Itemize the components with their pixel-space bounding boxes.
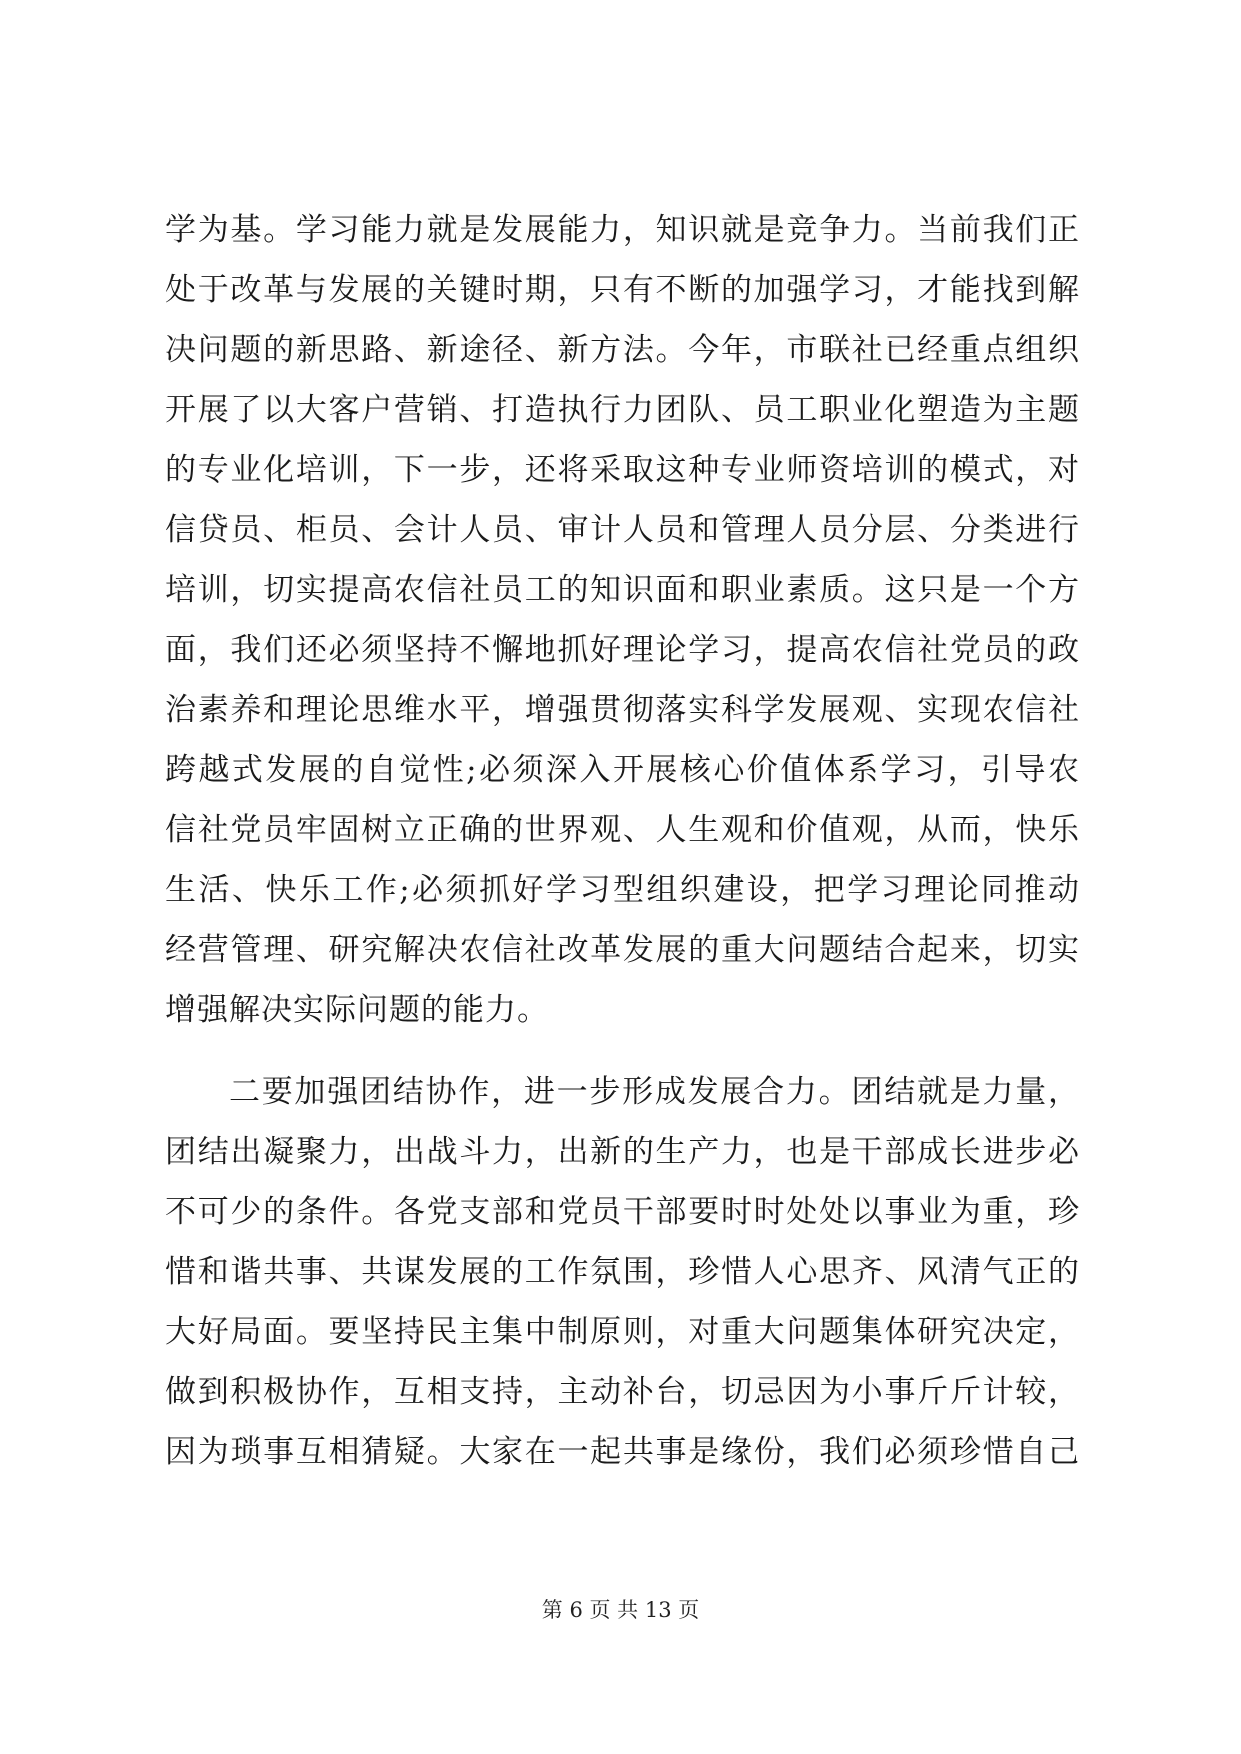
text-line: 生活、快乐工作;必须抓好学习型组织建设，把学习理论同推动 bbox=[165, 872, 1080, 908]
text-line: 大好局面。要坚持民主集中制原则，对重大问题集体研究决定， bbox=[165, 1314, 1080, 1350]
text-line: 跨越式发展的自觉性;必须深入开展核心价值体系学习，引导农 bbox=[165, 752, 1080, 788]
text-line: 不可少的条件。各党支部和党员干部要时时处处以事业为重，珍 bbox=[165, 1194, 1080, 1230]
text-line: 开展了以大客户营销、打造执行力团队、员工职业化塑造为主题 bbox=[165, 392, 1080, 428]
text-line: 培训，切实提高农信社员工的知识面和职业素质。这只是一个方 bbox=[165, 572, 1080, 608]
text-line: 信社党员牢固树立正确的世界观、人生观和价值观，从而，快乐 bbox=[165, 812, 1080, 848]
text-line: 增强解决实际问题的能力。 bbox=[165, 992, 549, 1028]
text-line: 信贷员、柜员、会计人员、审计人员和管理人员分层、分类进行 bbox=[165, 512, 1080, 548]
page-number-footer: 第 6 页 共 13 页 bbox=[541, 1598, 700, 1622]
paragraph-2 bbox=[165, 1062, 1080, 1482]
text-line: 学为基。学习能力就是发展能力，知识就是竞争力。当前我们正 bbox=[165, 212, 1080, 248]
text-line: 做到积极协作，互相支持，主动补台，切忌因为小事斤斤计较， bbox=[165, 1374, 1080, 1410]
text-line: 面，我们还必须坚持不懈地抓好理论学习，提高农信社党员的政 bbox=[165, 632, 1080, 668]
text-line: 处于改革与发展的关键时期，只有不断的加强学习，才能找到解 bbox=[165, 272, 1080, 308]
text-line: 的专业化培训，下一步，还将采取这种专业师资培训的模式，对 bbox=[165, 452, 1080, 488]
paragraph-1 bbox=[165, 200, 1080, 1040]
text-line: 团结出凝聚力，出战斗力，出新的生产力，也是干部成长进步必 bbox=[165, 1134, 1080, 1170]
text-line: 决问题的新思路、新途径、新方法。今年，市联社已经重点组织 bbox=[165, 332, 1080, 368]
text-line: 经营管理、研究解决农信社改革发展的重大问题结合起来，切实 bbox=[165, 932, 1080, 968]
text-line: 惜和谐共事、共谋发展的工作氛围，珍惜人心思齐、风清气正的 bbox=[165, 1254, 1080, 1290]
document-body bbox=[165, 200, 1080, 1482]
text-line: 二要加强团结协作，进一步形成发展合力。团结就是力量， bbox=[229, 1074, 1080, 1110]
text-line: 治素养和理论思维水平，增强贯彻落实科学发展观、实现农信社 bbox=[165, 692, 1080, 728]
paragraph-spacer bbox=[165, 1040, 1080, 1062]
text-line: 因为琐事互相猜疑。大家在一起共事是缘份，我们必须珍惜自己 bbox=[165, 1434, 1080, 1470]
